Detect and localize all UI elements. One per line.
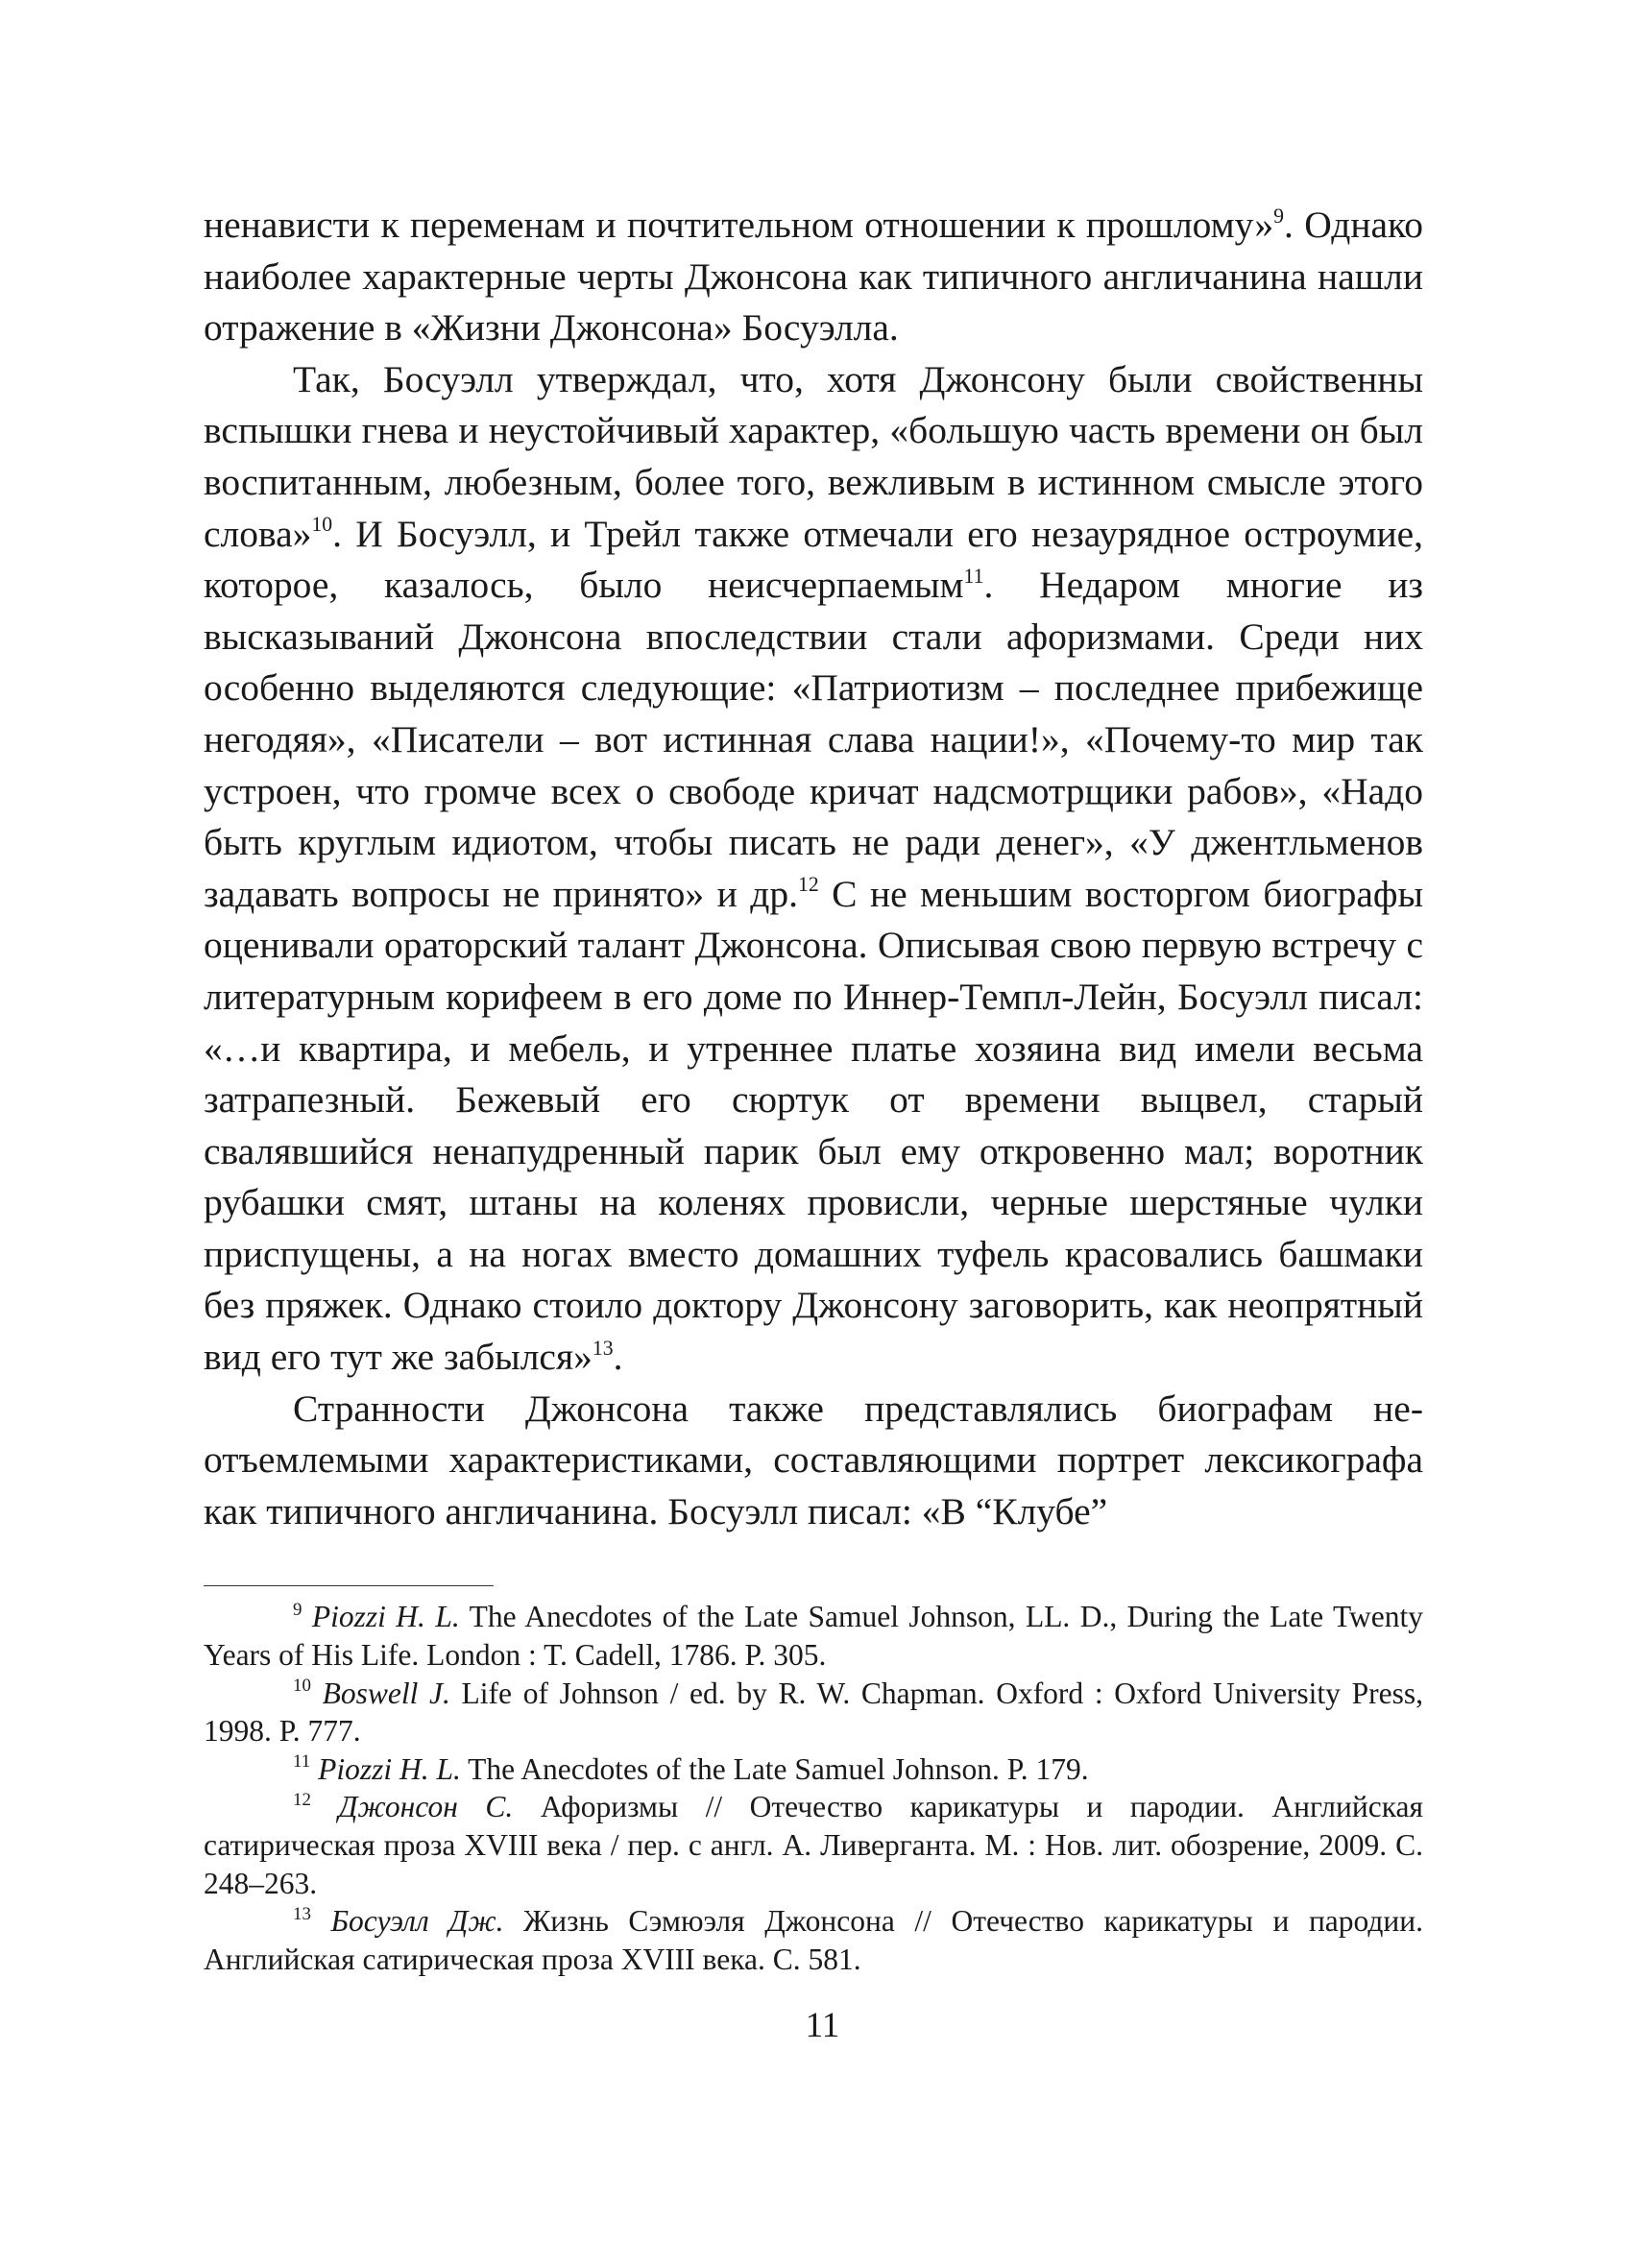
paragraph-text: . Недаром многие из высказываний Джонсона впоследствии стали афоризмами. Среди них особенно выделяются следующие: «Патриотизм – последнее прибежище негодяя», «Писатели – вот истинная слава нации!», «Почему-то мир так устроен, что громче всех о свободе кричат надсмотрщики рабов», «Надо быть круглым идиотом, чтобы писать не ради денег», «У джентльменов задавать вопросы не принято» и др.: [204, 564, 1423, 915]
footnote-number: 10: [293, 1676, 311, 1697]
footnote-author: Piozzi H. L.: [318, 1751, 461, 1786]
footnote-number: 9: [293, 1600, 302, 1620]
footnote-number: 12: [293, 1789, 311, 1810]
paragraph-text: Так, Босуэлл утверждал, что, хотя Джонсону были свойственны вспышки гнева и неустойчивый характер, «большую часть времени он был воспитанным, любезным, более того, вежливым в истинном смысле этого слова»: [204, 357, 1423, 555]
footnote-author: Джонсон С.: [338, 1790, 514, 1824]
footnote-number: 13: [293, 1903, 311, 1924]
footnote-text: The Anecdotes of the Late Samuel Johnson, LL. D., During the Late Twenty Years of His Life. London : T. Cadell, 1786. P. 305.: [204, 1600, 1424, 1673]
paragraph-1: [204, 200, 1423, 354]
footnote-13: [204, 1902, 1423, 1978]
footnote-12: [204, 1788, 1423, 1902]
footnote-text: The Anecdotes of the Late Samuel Johnson. P. 179.: [460, 1751, 1089, 1786]
page-number: 11: [805, 2006, 840, 2045]
footnote-ref-13[interactable]: 13: [592, 1336, 614, 1360]
footnotes: [204, 1598, 1423, 1978]
paragraph-text: .: [613, 1336, 623, 1379]
paragraph-2: [204, 354, 1423, 1384]
footnote-ref-12[interactable]: 12: [797, 873, 819, 897]
paragraph-3: [204, 1384, 1423, 1538]
footnote-ref-11[interactable]: 11: [963, 564, 984, 588]
footnote-11: [204, 1750, 1423, 1789]
paragraph-text: Странности Джонсона также представлялись биографам неотъемлемыми характеристиками, составляющими портрет лексикографа как типичного англичанина. Босуэлл писал: «В “Клубе”: [204, 1387, 1423, 1532]
footnote-text: Life of Johnson / ed. by R. W. Chapman. Oxford : Oxford University Press, 1998. P. 777.: [204, 1676, 1424, 1749]
footnote-ref-9[interactable]: 9: [1273, 204, 1285, 228]
footnote-author: Boswell J.: [322, 1676, 450, 1710]
body-text: [204, 200, 1423, 1537]
footnote-author: Piozzi H. L.: [311, 1600, 460, 1634]
footnote-9: [204, 1598, 1423, 1674]
footnote-text: Афоризмы // Отечество карикатуры и пародии. Английская сатирическая проза XVIII века / пер. с англ. А. Ливерганта. М. : Нов. лит. обозрение, 2009. С. 248–263.: [204, 1790, 1423, 1900]
paragraph-text: С не меньшим восторгом биографы оценивали ораторский талант Джонсона. Описывая свою первую встречу с литературным корифеем в его доме по Иннер-Темпл-Лейн, Босуэлл писал: «…и квартира, и мебель, и утреннее платье хозяина вид имели весьма затрапезный. Бежевый его сюртук от времени выцвел, старый свалявшийся ненапудренный парик был ему откровенно мал; воротник рубашки смят, штаны на коленях провисли, черные шерстяные чулки приспущены, а на ногах вместо домашних туфель красовались башмаки без пряжек. Однако стоило доктору Джонсону заговорить, как неопрятный вид его тут же забылся»: [204, 872, 1423, 1379]
footnote-ref-10[interactable]: 10: [311, 513, 333, 537]
footnote-text: Жизнь Сэмюэля Джонсона // Отечество карикатуры и пародии. Английская сатирическая проза XVIII века. С. 581.: [204, 1904, 1423, 1976]
page-content: [204, 200, 1423, 1978]
paragraph-text: . Однако наиболее характерные черты Джонсона как типичного англичанина нашли отражение в «Жизни Джонсона» Босуэлла.: [204, 204, 1423, 350]
footnote-10: [204, 1675, 1423, 1750]
footnote-divider: [204, 1585, 494, 1586]
footnote-author: Босуэлл Дж.: [330, 1904, 504, 1939]
paragraph-text: . И Босуэлл, и Трейл также отмечали его незаурядное остроумие, которое, казалось, было неисчерпаемым: [204, 512, 1423, 607]
footnote-number: 11: [293, 1751, 311, 1773]
paragraph-text: ненависти к переменам и почтительном отношении к прошлому»: [204, 204, 1274, 246]
